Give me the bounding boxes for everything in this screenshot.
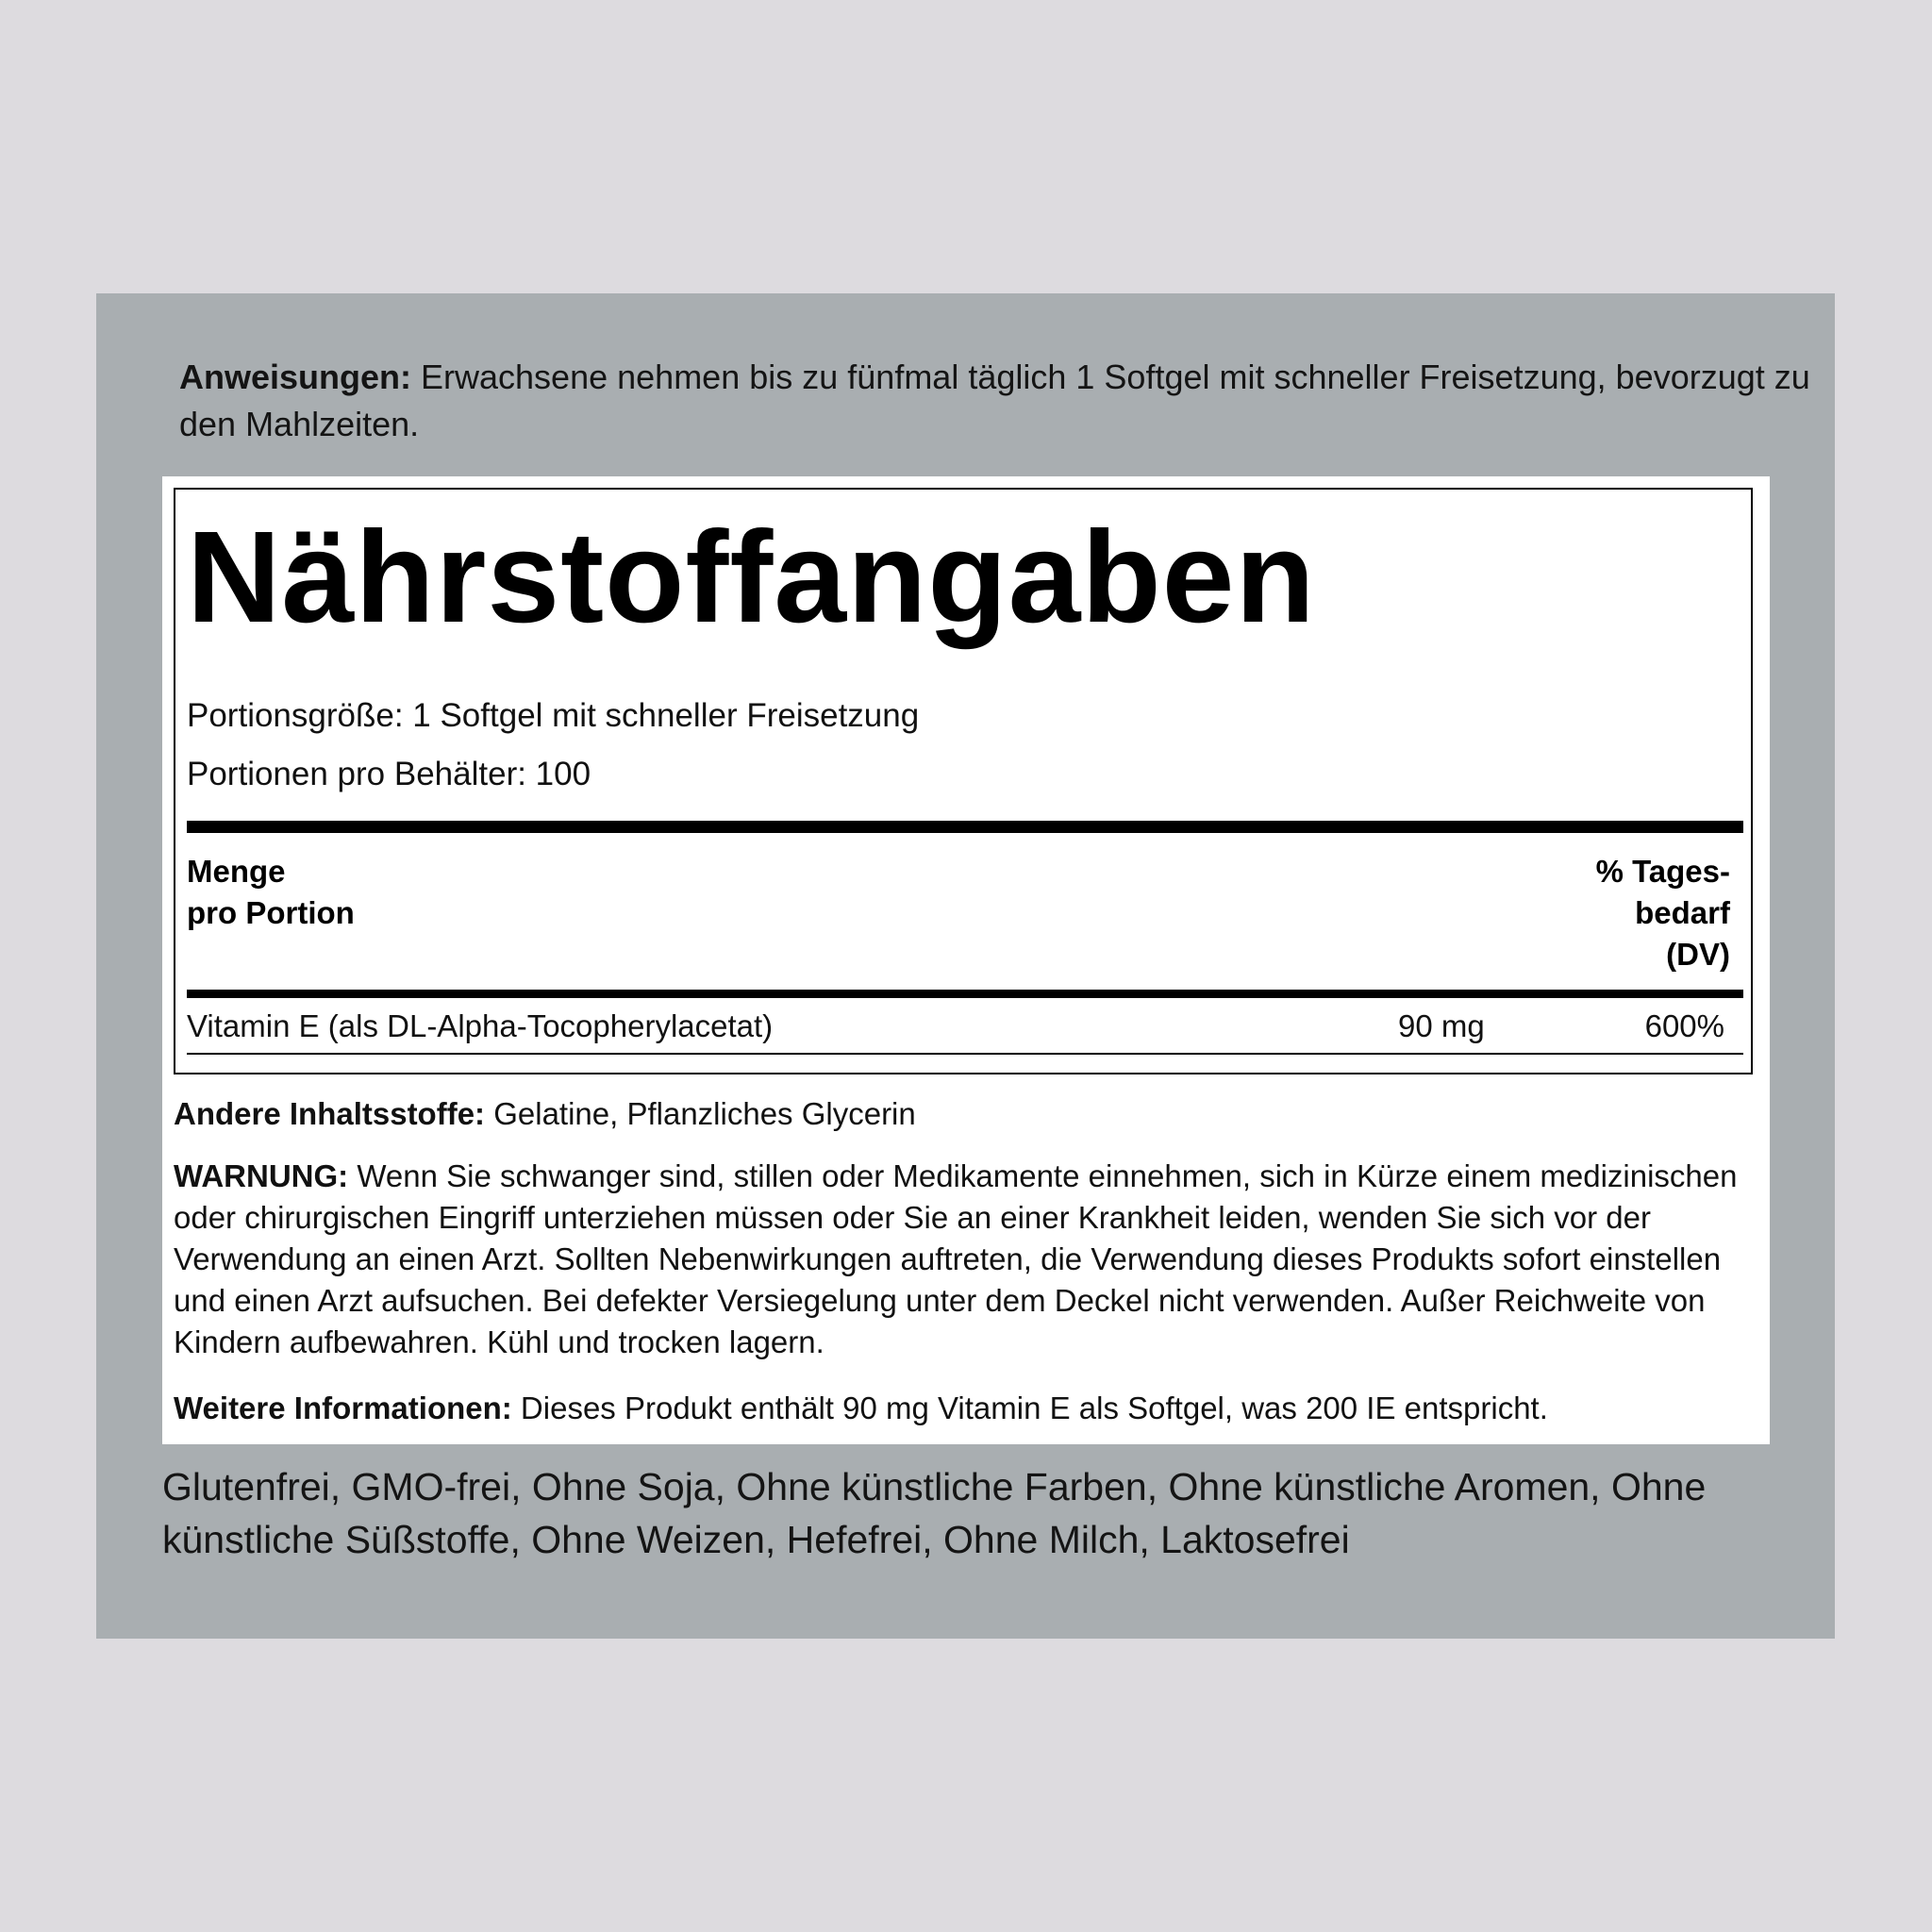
thick-divider-middle: [187, 990, 1743, 998]
amount-header: [187, 851, 355, 934]
nutrition-facts-box: [174, 488, 1753, 1074]
further-information: [174, 1388, 1758, 1429]
further-info-body: Dieses Produkt enthält 90 mg Vitamin E als Softgel, was 200 IE entspricht.: [511, 1391, 1548, 1425]
warning-label: WARNUNG:: [174, 1158, 349, 1193]
nutrient-name: Vitamin E (als DL-Alpha-Tocopherylacetat): [187, 1008, 774, 1043]
further-info-label: Weitere Informationen:: [174, 1391, 512, 1425]
directions-text: [179, 354, 1840, 448]
thin-divider-bottom: [187, 1053, 1743, 1055]
warning-body: Wenn Sie schwanger sind, stillen oder Medikamente einnehmen, sich in Kürze einem medizinischen oder chirurgischen Eingriff unterziehen müssen oder Sie an einer Krankheit leiden, wenden Sie sich vor der Verwendung an einen Arzt. Sollten Nebenwirkungen auftreten, die Verwendung dieses Produkts sofort einstellen und einen Arzt aufsuchen. Bei defekter Versiegelung unter dem Deckel nicht verwenden. Außer Reichweite von Kindern aufbewahren. Kühl und trocken lagern.: [174, 1158, 1738, 1359]
nutrient-amount: 90 mg: [1398, 1008, 1485, 1043]
facts-title: Nährstoffangaben: [187, 505, 1316, 650]
servings-per-container: Portionen pro Behälter: 100: [187, 756, 591, 792]
dv-header-line2: bedarf: [1635, 895, 1730, 930]
daily-value-header: [1596, 851, 1730, 975]
free-from-claims: Glutenfrei, GMO-frei, Ohne Soja, Ohne künstliche Farben, Ohne künstliche Aromen, Ohne künstliche Süßstoffe, Ohne Weizen, Hefefrei, Ohne Milch, Laktosefrei: [162, 1465, 1707, 1561]
nutrient-daily-value: 600%: [1644, 1008, 1724, 1043]
table-row: [187, 1006, 1724, 1047]
warning-text: [174, 1156, 1758, 1363]
dv-header-line3: (DV): [1666, 937, 1730, 972]
other-ingredients-label: Andere Inhaltsstoffe:: [174, 1096, 486, 1131]
directions-label: Anweisungen:: [179, 358, 412, 396]
other-ingredients-body: Gelatine, Pflanzliches Glycerin: [485, 1096, 916, 1131]
other-ingredients: [174, 1093, 1758, 1135]
amount-header-line1: Menge: [187, 854, 286, 889]
directions-body: Erwachsene nehmen bis zu fünfmal täglich 1 Softgel mit schneller Freisetzung, bevorzugt zu den Mahlzeiten.: [179, 358, 1810, 443]
amount-header-line2: pro Portion: [187, 895, 355, 930]
label-panel: [96, 293, 1835, 1639]
facts-card: [162, 476, 1770, 1444]
thick-divider-top: [187, 821, 1743, 833]
serving-size: Portionsgröße: 1 Softgel mit schneller Freisetzung: [187, 697, 920, 734]
dv-header-line1: % Tages-: [1595, 854, 1730, 889]
